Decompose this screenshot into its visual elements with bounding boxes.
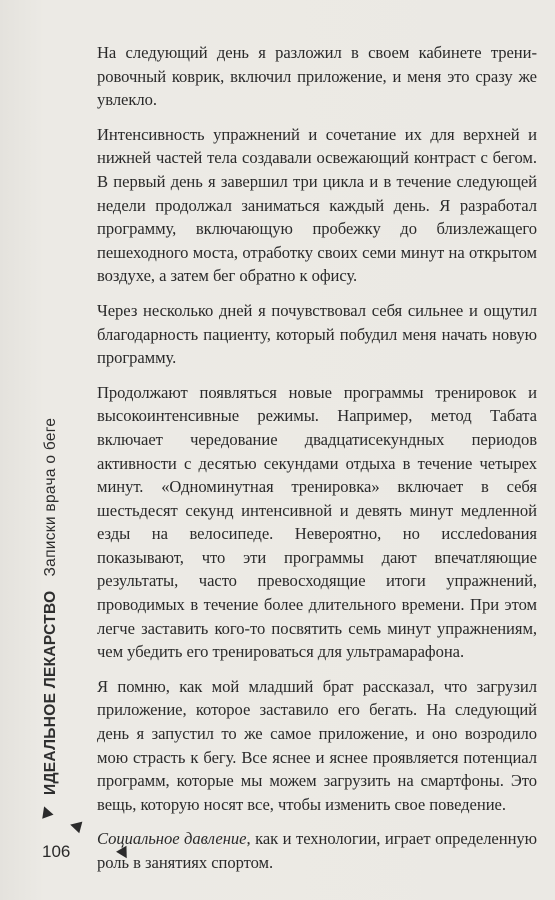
body-text xyxy=(97,41,537,886)
book-title: ИДЕАЛЬНОЕ ЛЕКАРСТВО xyxy=(42,590,59,795)
section-title: Записки врача о беге xyxy=(42,417,59,577)
running-head xyxy=(42,418,60,795)
paragraph-4: Продолжают появляться новые программы тренировок и высокоинтенсивные режимы. Например, метод Табата включает чередование двадцатисекундных периодов активности с десятью секундами отдыха в течение четырех минут. «Одноминутная тренировка» включает в себя шестьдесят секунд интенсивной и девять минут медленной езды на велосипеде. Невероятно, но исслеdования показывают, что эти программы дают впечатляющие результаты, часто превосходящие итоги упражнений, проводимых в течение более длительного времени. При этом легче заставить кого-то посвятить семь минут упражнениям, чем убедить его тренироваться для ультрамарафона. xyxy=(97,382,537,662)
paragraph-6 xyxy=(97,827,537,874)
paragraph-2: Интенсивность упражнений и сочетание их для верхней и нижней частей тела создавали освежающий контраст с бегом. В первый день я завершил три цикла и в течение следующей недели продолжал заниматься каждый день. Я разработал программу, включающую пробежку до близлежащего пешеходного моста, отработку своих семи минут на открытом воздухе, а затем бег обратно к офису. xyxy=(97,124,537,286)
decorative-triangle-icon xyxy=(38,804,53,818)
decorative-triangle-icon xyxy=(69,819,83,833)
page-number: 106 xyxy=(42,842,71,861)
paragraph-3: Через несколько дней я почувствовал себя сильнее и ощутил благодарность пациенту, который побудил меня начать новую программу. xyxy=(97,300,537,368)
emphasized-term: Социальное давление xyxy=(97,829,247,849)
paragraph-6-rest: , как и технологии, играет определенную роль в занятиях спортом. xyxy=(97,829,537,872)
paragraph-5: Я помню, как мой младший брат рассказал, что загрузил приложение, которое заставило его бегать. На следующий день я запустил то же самое приложение, и оно возродило мою страсть к бегу. Все яснее и яснее проявляется потенциал программ, которые мы можем загрузить на смартфоны. Это вещь, которую носят все, чтобы изменить свое поведение. xyxy=(97,676,537,814)
paragraph-1: На следующий день я разложил в своем кабинете тренировочный коврик, включил приложение, и меня это сразу же увлекло. xyxy=(97,43,537,110)
